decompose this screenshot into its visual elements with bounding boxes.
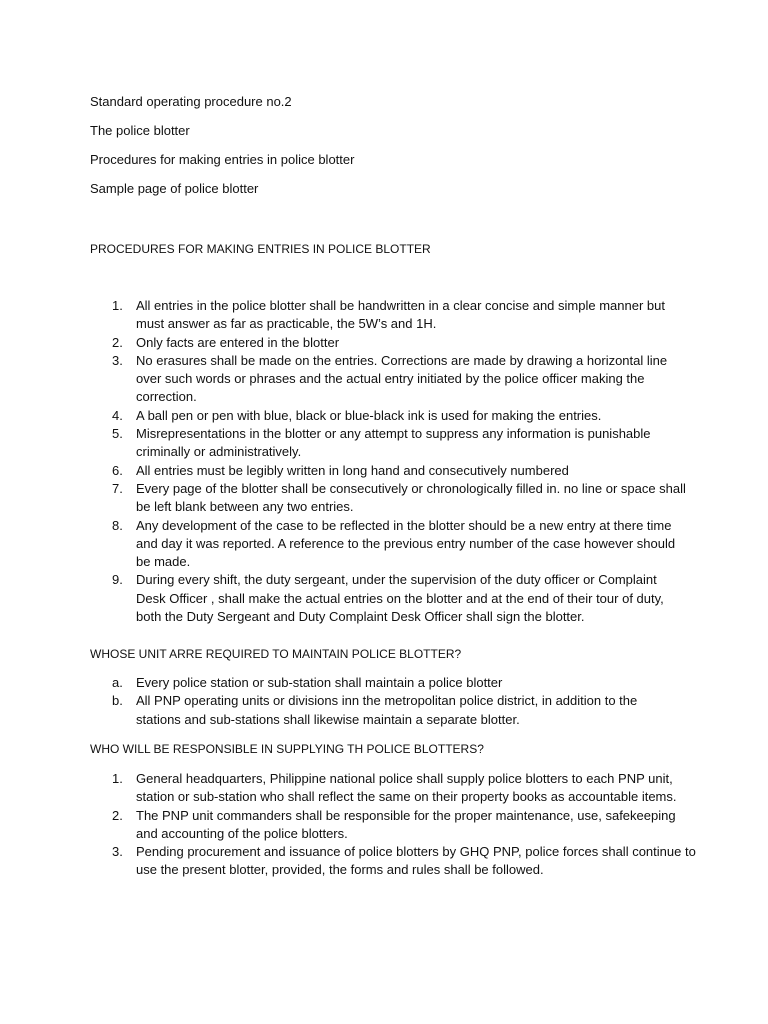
list-item-text — [136, 807, 690, 844]
list-item-line: use the present blotter, provided, the forms and rules shall be followed. — [136, 862, 544, 878]
list-item-line: All entries in the police blotter shall be handwritten in a clear concise and simple manner but — [136, 298, 665, 313]
list-item-line: Desk Officer , shall make the actual entries on the blotter and at the end of their tour of duty, — [136, 590, 664, 606]
list-item — [90, 425, 690, 462]
list-marker: 1. — [112, 298, 123, 313]
list-item — [90, 462, 690, 480]
list-item-text — [136, 425, 690, 462]
procedures-list — [90, 297, 690, 626]
list-marker: 3. — [112, 844, 123, 860]
list-item-text — [136, 297, 690, 334]
list-marker: a. — [112, 675, 123, 690]
units-list — [90, 674, 690, 729]
section-heading-supplying: WHO WILL BE RESPONSIBLE IN SUPPLYING TH POLICE BLOTTERS? — [90, 742, 484, 756]
list-item — [90, 843, 696, 880]
list-item-text — [136, 674, 690, 692]
list-item-line: During every shift, the duty sergeant, under the supervision of the duty officer or Complaint — [136, 572, 657, 588]
list-marker: 3. — [112, 352, 123, 368]
list-marker: 7. — [112, 480, 123, 496]
list-item-line: must answer as far as practicable, the 5W’s and 1H. — [136, 316, 437, 332]
list-item — [90, 480, 690, 517]
list-item-line: correction. — [136, 389, 197, 405]
procedures-line: Procedures for making entries in police blotter — [90, 152, 355, 167]
list-marker: 4. — [112, 407, 123, 423]
list-item-text — [136, 692, 690, 729]
list-item — [90, 571, 690, 626]
section-heading-procedures: PROCEDURES FOR MAKING ENTRIES IN POLICE BLOTTER — [90, 242, 431, 256]
list-item-line: The PNP unit commanders shall be responsible for the proper maintenance, use, safekeeping — [136, 807, 676, 823]
list-item-line: stations and sub-stations shall likewise maintain a separate blotter. — [136, 711, 520, 727]
list-item-line: and day it was reported. A reference to the previous entry number of the case however should — [136, 535, 676, 551]
list-item-line: All entries must be legibly written in long hand and consecutively numbered — [136, 462, 569, 478]
list-marker: 2. — [112, 807, 123, 823]
list-marker: 1. — [112, 771, 123, 786]
list-item-line: No erasures shall be made on the entries. Corrections are made by drawing a horizontal line — [136, 352, 668, 368]
list-marker: 8. — [112, 517, 123, 533]
list-item-line: station or sub-station who shall reflect the same on their property books as accountable items. — [136, 789, 677, 805]
list-item-line: Only facts are entered in the blotter — [136, 334, 340, 350]
list-item-line: be left blank between any two entries. — [136, 499, 354, 515]
list-item-line: over such words or phrases and the actual entry initiated by the police officer making the — [136, 371, 645, 387]
list-item-line: Misrepresentations in the blotter or any attempt to suppress any information is punishable — [136, 426, 651, 442]
list-item-line: and accounting of the police blotters. — [136, 825, 348, 841]
list-item-line: Pending procurement and issuance of police blotters by GHQ PNP, police forces shall continue to — [136, 844, 696, 860]
list-marker: 6. — [112, 462, 123, 478]
list-item-line: All PNP operating units or divisions inn the metropolitan police district, in addition to the — [136, 693, 638, 709]
list-item — [90, 297, 690, 334]
list-item-text — [136, 571, 690, 626]
section-heading-whose-unit: WHOSE UNIT ARRE REQUIRED TO MAINTAIN POLICE BLOTTER? — [90, 647, 462, 661]
list-item-text — [136, 517, 690, 572]
list-item-line: be made. — [136, 554, 191, 570]
list-item-line: General headquarters, Philippine national police shall supply police blotters to each PNP unit, — [136, 771, 673, 786]
list-item-line: Every police station or sub-station shall maintain a police blotter — [136, 675, 503, 690]
list-item-line: both the Duty Sergeant and Duty Complaint Desk Officer shall sign the blotter. — [136, 609, 585, 625]
list-item — [90, 692, 690, 729]
list-item-text — [136, 352, 690, 407]
list-marker: 5. — [112, 426, 123, 442]
sop-title: Standard operating procedure no.2 — [90, 94, 292, 109]
list-item-line: criminally or administratively. — [136, 444, 302, 460]
list-item-text — [136, 407, 690, 425]
list-item — [90, 334, 690, 352]
list-item — [90, 407, 690, 425]
list-item-text — [136, 462, 690, 480]
list-marker: b. — [112, 693, 123, 709]
list-item-text — [136, 334, 690, 352]
list-marker: 2. — [112, 334, 123, 350]
supply-list — [90, 770, 696, 880]
list-item — [90, 352, 690, 407]
subject-line: The police blotter — [90, 123, 190, 138]
list-item-text — [136, 480, 690, 517]
list-item-line: A ball pen or pen with blue, black or blue-black ink is used for making the entries. — [136, 407, 602, 423]
list-item — [90, 807, 690, 844]
list-item-text — [136, 770, 690, 807]
list-item-line: Any development of the case to be reflected in the blotter should be a new entry at there time — [136, 517, 672, 533]
list-item-line: Every page of the blotter shall be consecutively or chronologically filled in. no line or space shall — [136, 480, 686, 496]
list-item — [90, 517, 690, 572]
list-item — [90, 770, 690, 807]
list-marker: 9. — [112, 572, 123, 588]
sample-page-line: Sample page of police blotter — [90, 181, 259, 196]
list-item-text — [136, 843, 696, 880]
list-item — [90, 674, 690, 692]
